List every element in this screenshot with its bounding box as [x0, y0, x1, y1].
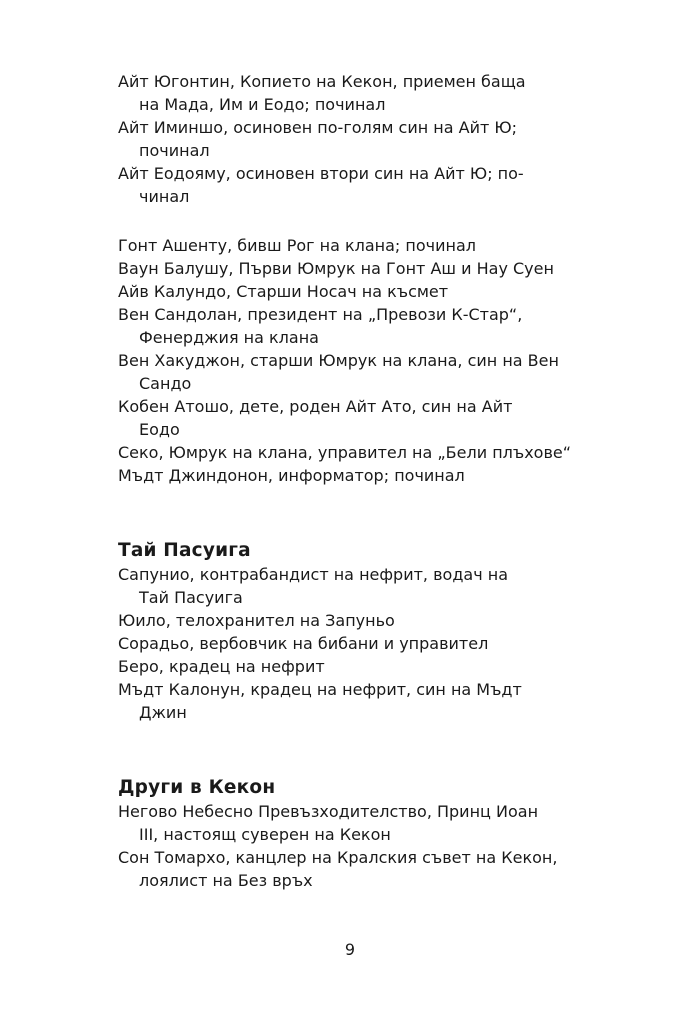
entry-line: Беро, крадец на нефрит — [118, 657, 325, 676]
entry-continuation: Тай Пасуига — [139, 588, 243, 607]
page-body — [118, 70, 598, 892]
entry-continuation: Фенерджия на клана — [139, 328, 319, 347]
entry — [118, 257, 598, 280]
entry-line: Сапунио, контрабандист на нефрит, водач на — [118, 565, 508, 584]
entry-line: Вен Хакуджон, старши Юмрук на клана, син на Вен — [118, 351, 559, 370]
entry-list-clan — [118, 234, 598, 487]
entry-continuation: починал — [139, 141, 210, 160]
entry-continuation: III, настоящ суверен на Кекон — [139, 825, 391, 844]
entry-line: Негово Небесно Превъзходителство, Принц Иоан — [118, 802, 539, 821]
entry-line: Сорадьо, вербовчик на бибани и управител — [118, 634, 489, 653]
entry — [118, 441, 598, 464]
section-heading: Други в Кекон — [118, 777, 276, 798]
entry-continuation: Джин — [139, 703, 187, 722]
entry — [118, 70, 598, 116]
entry-list-others — [118, 800, 598, 892]
entry — [118, 234, 598, 257]
entry — [118, 395, 598, 441]
entry-line: Айт Югонтин, Копието на Кекон, приемен баща — [118, 72, 526, 91]
entry — [118, 678, 598, 724]
entry-list-pasuiga — [118, 563, 598, 724]
spacer — [118, 208, 598, 234]
entry — [118, 464, 598, 487]
entry-list-family — [118, 70, 598, 208]
entry — [118, 303, 598, 349]
entry-line: Сон Томархо, канцлер на Кралския съвет на Кекон, — [118, 848, 558, 867]
entry-line: Айв Калундо, Старши Носач на късмет — [118, 282, 449, 301]
entry-line: Ваун Балушу, Първи Юмрук на Гонт Аш и Нау Суен — [118, 259, 554, 278]
entry — [118, 632, 598, 655]
entry-line: Кобен Атошо, дете, роден Айт Ато, син на Айт — [118, 397, 513, 416]
entry — [118, 280, 598, 303]
entry-line: Мъдт Калонун, крадец на нефрит, син на Мъдт — [118, 680, 522, 699]
page-number: 9 — [344, 940, 356, 959]
entry — [118, 846, 598, 892]
entry-line: Секо, Юмрук на клана, управител на „Бели плъхове“ — [118, 443, 572, 462]
entry-line: Айт Иминшо, осиновен по-голям син на Айт Ю; — [118, 118, 518, 137]
spacer — [118, 487, 598, 539]
entry-line: Мъдт Джиндонон, информатор; починал — [118, 466, 465, 485]
entry-continuation: Еодо — [139, 420, 180, 439]
entry-continuation: Сандо — [139, 374, 192, 393]
entry — [118, 563, 598, 609]
entry — [118, 349, 598, 395]
entry-continuation: чинал — [139, 187, 190, 206]
entry — [118, 609, 598, 632]
entry — [118, 800, 598, 846]
spacer — [118, 724, 598, 776]
entry — [118, 655, 598, 678]
entry-line: Вен Сандолан, президент на „Превози К-Стар“, — [118, 305, 523, 324]
entry-line: Гонт Ашенту, бивш Рог на клана; починал — [118, 236, 476, 255]
entry-line: Юило, телохранител на Запуньо — [118, 611, 395, 630]
entry — [118, 116, 598, 162]
section-heading: Тай Пасуига — [118, 540, 251, 561]
entry-continuation: лоялист на Без връх — [139, 871, 313, 890]
entry-line: Айт Еодояму, осиновен втори син на Айт Ю; по- — [118, 164, 524, 183]
entry-continuation: на Мада, Им и Еодо; починал — [139, 95, 386, 114]
entry — [118, 162, 598, 208]
